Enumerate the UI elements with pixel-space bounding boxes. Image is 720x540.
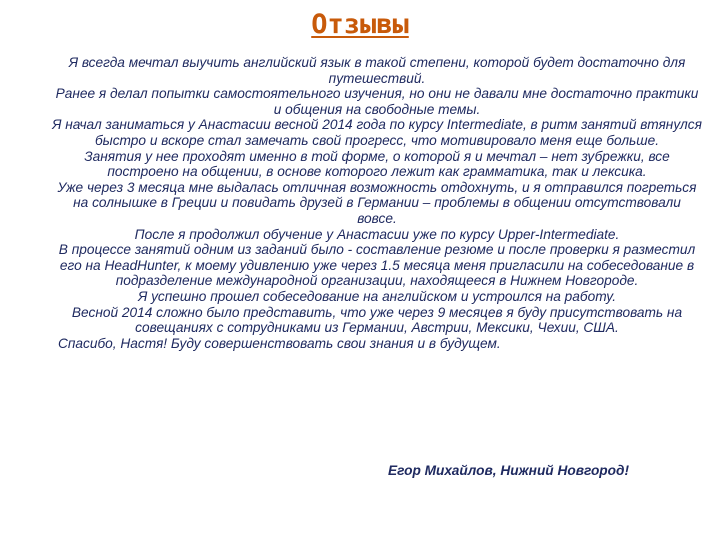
- review-paragraph: Уже через 3 месяца мне выдалась отличная возможность отдохнуть, и я отправился погреться на солнышке в Греции и повидать друзей в Германии – проблемы в общении отсутствовали вовсе.: [57, 179, 697, 226]
- review-paragraph: Я всегда мечтал выучить английский язык в такой степени, которой будет достаточно для путешествий.: [68, 55, 686, 86]
- review-paragraph: Ранее я делал попытки самостоятельного изучения, но они не давали мне достаточно практики и общения на свободные темы.: [55, 86, 699, 117]
- review-paragraph: Весной 2014 сложно было представить, что уже через 9 месяцев я буду присутствовать на совещаниях с сотрудниками из Германии, Австрии, Мексики, Чехии, США.: [71, 304, 683, 336]
- review-closing: Спасибо, Настя! Буду совершенствовать свои знания и в будущем.: [58, 335, 501, 351]
- page-title: Отзывы: [311, 9, 409, 40]
- review-paragraph: Я начал заниматься у Анастасии весной 2014 года по курсу Intermediate, в ритм занятий втянулся быстро и вскоре стал замечать свой прогресс, что мотивировало меня еще больше.: [52, 117, 702, 148]
- review-paragraph: После я продолжил обучение у Анастасии уже по курсу Upper-Intermediate.: [134, 226, 620, 242]
- review-signature: Егор Михайлов, Нижний Новгород!: [388, 463, 630, 478]
- review-paragraph: Я успешно прошел собеседование на английском и устроился на работу.: [137, 288, 617, 304]
- review-text: [52, 55, 702, 351]
- review-paragraph: В процессе занятий одним из заданий было - составление резюме и после проверки я разместил его на HeadHunter, к моему удивлению уже через 1.5 месяца меня пригласили на собеседование в подразделение международной организации, находящееся в Нижнем Новгороде.: [58, 242, 696, 289]
- review-paragraph: Занятия у нее проходят именно в той форме, о которой я и мечтал – нет зубрежки, все построено на общении, в основе которого лежит как грамматика, так и лексика.: [84, 148, 670, 180]
